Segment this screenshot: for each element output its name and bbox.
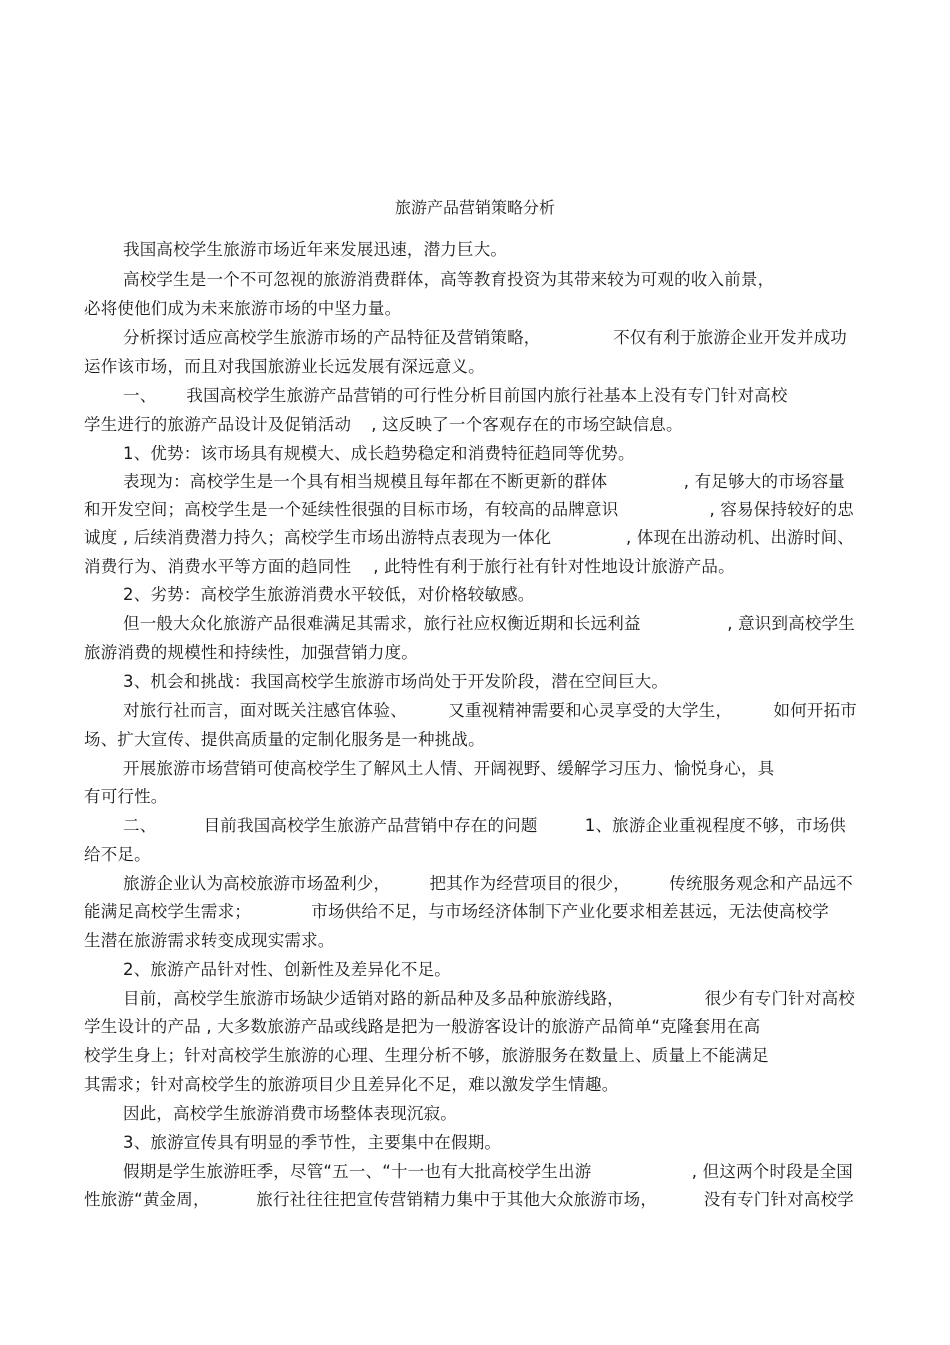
- text-segment: 不仅有利于旅游企业开发并成功: [613, 328, 847, 347]
- text-segment: 很少有专门针对高校: [704, 989, 855, 1008]
- text-segment: , 有足够大的市场容量: [683, 472, 845, 491]
- text-segment: , 容易保持较好的忠: [709, 500, 854, 519]
- paragraph-line: 必将使他们成为未来旅游市场的中坚力量。: [84, 299, 402, 318]
- paragraph-line: 生潜在旅游需求转变成现实需求。: [84, 931, 335, 950]
- text-segment: , 意识到高校学生: [727, 614, 855, 633]
- text-segment: 表现为：高校学生是一个具有相当规模且每年都在不断更新的群体: [123, 472, 608, 491]
- text-segment: 目前，高校学生旅游市场缺少适销对路的新品种及多品种旅游线路，: [123, 989, 624, 1008]
- paragraph-line: 高校学生是一个不可忽视的旅游消费群体，高等教育投资为其带来较为可观的收入前景，: [123, 270, 775, 289]
- text-segment: , 但这两个时段是全国: [691, 1162, 853, 1181]
- paragraph-line: 运作该市场，而且对我国旅游业长远发展有深远意义。: [84, 357, 485, 376]
- text-segment: 假期是学生旅游旺季，尽管“五一、“十一也有大批高校学生出游: [123, 1162, 592, 1181]
- text-segment: 市场供给不足，与市场经济体制下产业化要求相差甚远，无法使高校学: [311, 902, 829, 921]
- text-segment: 没有专门针对高校学: [703, 1190, 854, 1209]
- text-segment: 分析探讨适应高校学生旅游市场的产品特征及营销策略，: [123, 328, 541, 347]
- paragraph-line: [123, 700, 857, 722]
- paragraph-line: [84, 527, 854, 549]
- text-segment: , 这反映了一个客观存在的市场空缺信息。: [371, 415, 683, 434]
- document-title: 旅游产品营销策略分析: [394, 198, 555, 217]
- text-segment: 但一般大众化旅游产品很难满足其需求，旅行社应权衡近期和长远利益: [123, 614, 641, 633]
- paragraph-line: 因此，高校学生旅游消费市场整体表现沉寂。: [123, 1104, 457, 1123]
- text-segment: 又重视精神需要和心灵享受的大学生，: [448, 701, 733, 720]
- text-segment: 旅行社往往把宣传营销精力集中于其他大众旅游市场，: [256, 1190, 658, 1209]
- text-segment: 学生进行的旅游产品设计及促销活动: [84, 415, 352, 434]
- paragraph-line: [84, 499, 854, 521]
- paragraph-line: 有可行性。: [84, 787, 168, 806]
- paragraph-line: [123, 327, 847, 349]
- paragraph-line: [84, 414, 683, 436]
- paragraph-line: 场、扩大宣传、提供高质量的定制化服务是一种挑战。: [84, 730, 485, 749]
- paragraph-line: [123, 1161, 853, 1183]
- section-number: 二、: [123, 816, 157, 835]
- text-segment: 传统服务观念和产品远不: [669, 874, 853, 893]
- paragraph-line: 旅游消费的规模性和持续性，加强营销力度。: [84, 643, 418, 662]
- text-segment: 1、旅游企业重视程度不够，市场供: [584, 816, 846, 835]
- text-segment: 能满足高校学生需求；: [84, 902, 251, 921]
- text-segment: 如何开拓市: [773, 701, 857, 720]
- text-segment: 把其作为经营项目的很少，: [429, 874, 630, 893]
- text-segment: 旅游企业认为高校旅游市场盈利少，: [123, 874, 391, 893]
- text-segment: 诚度 , 后续消费潜力持久；高校学生市场出游特点表现为一体化: [84, 528, 552, 547]
- text-segment: , 体现在出游动机、出游时间、: [626, 528, 854, 547]
- paragraph-line: 3、旅游宣传具有明显的季节性，主要集中在假期。: [123, 1133, 502, 1152]
- paragraph-line: 其需求；针对高校学生的旅游项目少且差异化不足，难以激发学生情趣。: [84, 1075, 619, 1094]
- text-segment: 我国高校学生旅游产品营销的可行性分析目前国内旅行社基本上没有专门针对高校: [186, 386, 788, 405]
- paragraph-line: 给不足。: [84, 845, 151, 864]
- paragraph-line: [84, 1189, 854, 1211]
- paragraph-line: [123, 385, 818, 407]
- paragraph-line: [123, 471, 845, 493]
- text-segment: 性旅游“黄金周，: [84, 1190, 210, 1209]
- paragraph-line: [123, 988, 855, 1010]
- paragraph-line: 3、机会和挑战：我国高校学生旅游市场尚处于开发阶段，潜在空间巨大。: [123, 672, 669, 691]
- paragraph-line: 1、优势：该市场具有规模大、成长趋势稳定和消费特征趋同等优势。: [123, 444, 635, 463]
- paragraph-line: 2、旅游产品针对性、创新性及差异化不足。: [123, 960, 451, 979]
- paragraph-line: [84, 556, 735, 578]
- text-segment: 目前我国高校学生旅游产品营销中存在的问题: [203, 816, 538, 835]
- paragraph-line: 学生设计的产品 , 大多数旅游产品或线路是把为一般游客设计的旅游产品简单“克隆套用在高: [84, 1017, 761, 1036]
- paragraph-line: 校学生身上；针对高校学生旅游的心理、生理分析不够，旅游服务在数量上、质量上不能满足: [84, 1046, 769, 1065]
- text-segment: 和开发空间；高校学生是一个延续性很强的目标市场，有较高的品牌意识: [84, 500, 619, 519]
- paragraph-line: 我国高校学生旅游市场近年来发展迅速，潜力巨大。: [123, 240, 508, 259]
- paragraph-line: [123, 873, 853, 895]
- text-segment: 消费行为、消费水平等方面的趋同性: [84, 557, 352, 576]
- section-number: 一、: [123, 386, 157, 405]
- paragraph-line: 2、劣势：高校学生旅游消费水平较低，对价格较敏感。: [123, 585, 535, 604]
- paragraph-line: 开展旅游市场营销可使高校学生了解风土人情、开阔视野、缓解学习压力、愉悦身心，具: [123, 759, 775, 778]
- paragraph-line: [84, 901, 829, 923]
- text-segment: 对旅行社而言，面对既关注感官体验、: [123, 701, 407, 720]
- text-segment: , 此特性有利于旅行社有针对性地设计旅游产品。: [373, 557, 735, 576]
- paragraph-line: [123, 613, 855, 635]
- paragraph-line: [123, 815, 846, 837]
